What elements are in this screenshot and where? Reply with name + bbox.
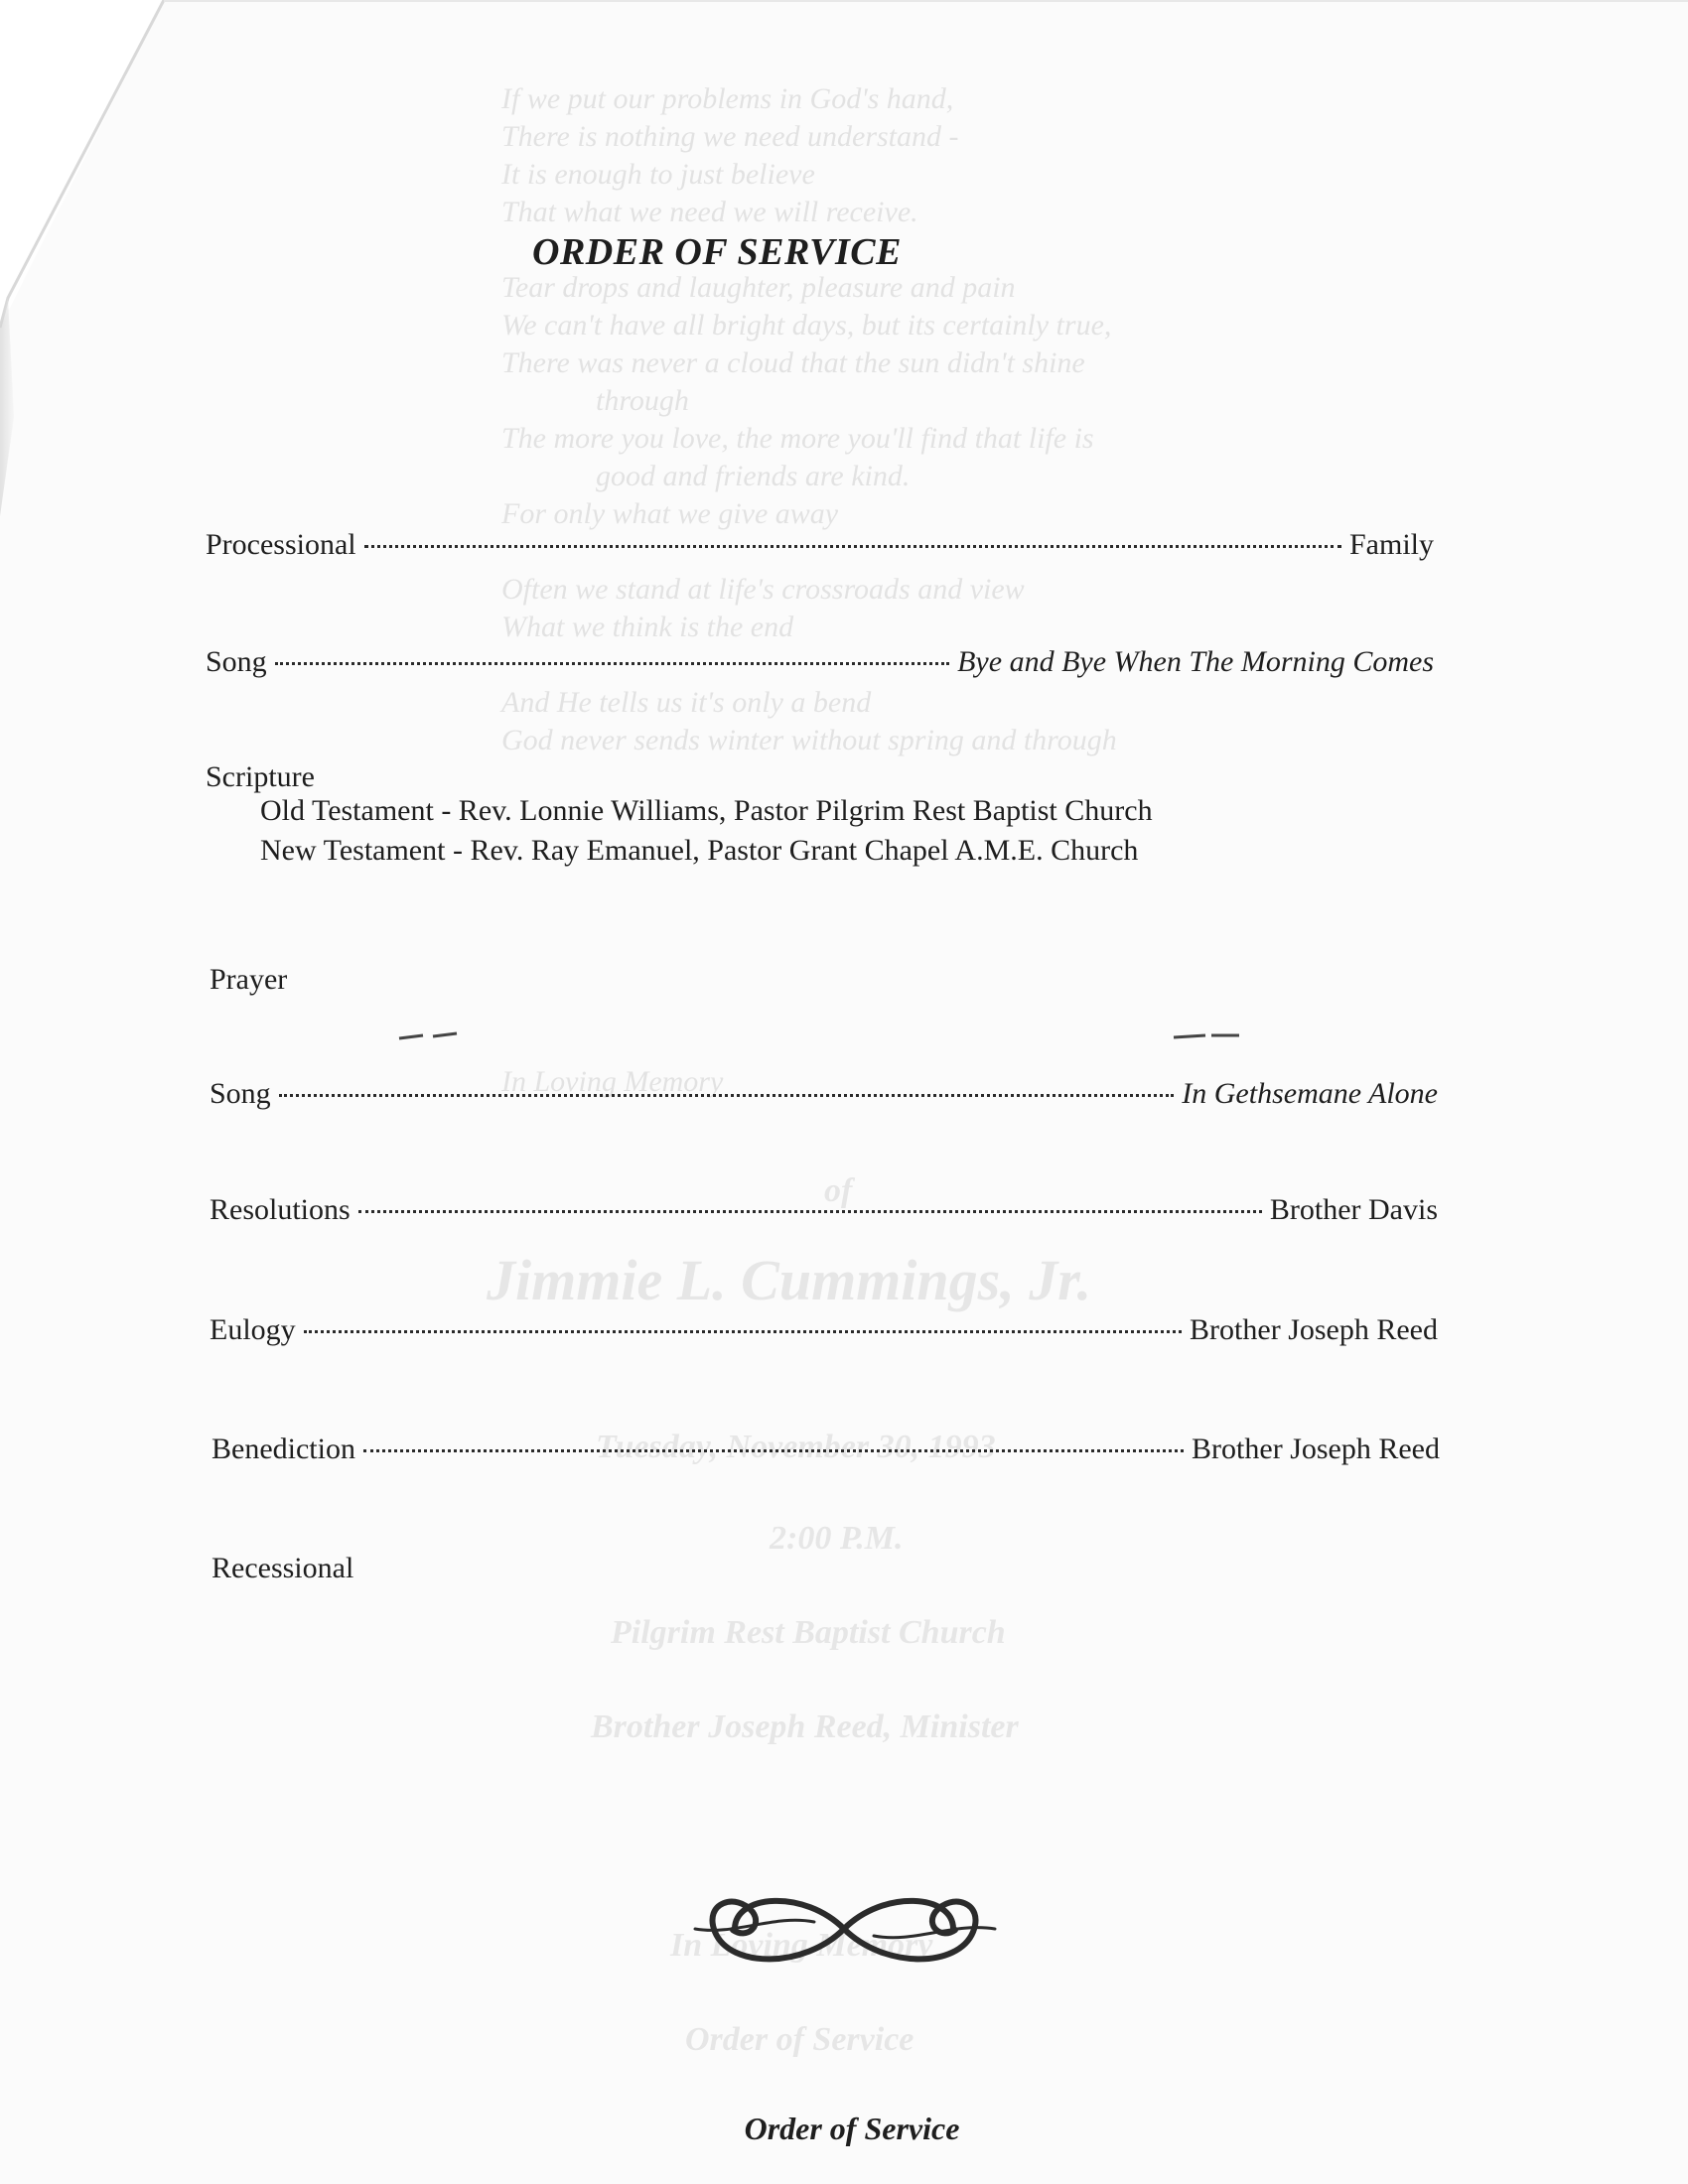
dot-leader [275, 662, 949, 665]
program-row-song [210, 1077, 1438, 1111]
row-label: Resolutions [210, 1193, 351, 1226]
dot-leader [363, 1449, 1184, 1452]
prayer-label: Prayer [210, 963, 288, 996]
dot-leader [279, 1094, 1175, 1097]
row-label: Benediction [211, 1433, 355, 1465]
row-label: Eulogy [210, 1313, 296, 1346]
program-row-resolutions [210, 1193, 1438, 1227]
program-row-eulogy [210, 1313, 1438, 1347]
bracket-mark-icon [397, 1028, 467, 1044]
scripture-heading: Scripture [206, 760, 315, 793]
program-row-benediction [211, 1433, 1440, 1466]
dot-leader [358, 1210, 1262, 1213]
scripture-reading: Old Testament - Rev. Lonnie Williams, Pastor Pilgrim Rest Baptist Church [260, 794, 1153, 827]
dot-leader [364, 545, 1341, 548]
program-row-processional [206, 528, 1434, 562]
row-label: Song [210, 1077, 271, 1110]
program-row-song [206, 645, 1434, 679]
scripture-reading: New Testament - Rev. Ray Emanuel, Pastor Grant Chapel A.M.E. Church [260, 834, 1139, 867]
row-value: Brother Joseph Reed [1192, 1433, 1440, 1465]
scanned-page: If we put our problems in God's hand, There is nothing we need understand - It is enough to just believe That what we need we will receive. Tear drops and laughter, pleasure and pain We can't have all bright days, but its certainly true, There was never a cloud that the sun didn't shine through The more you love, the more you'll find that life is good and friends are kind. For only what we give away Often we stand at life's crossroads and view What we think is the end And He tells us it's only a bend God never sends winter without spring and through In Loving Memory of Jimmie L. Cummings, Jr. Tuesday, November 30, 1993 2:00 P.M. Pilgrim Rest Baptist Church Brother Joseph Reed, Minister In Loving Memory Order of Service ORDER OF SERVICE Processional Family Song Bye and Bye When The Morning Comes Scripture Old Testament - Rev. Lonnie Williams, Pastor Pilgrim Rest Baptist Church New Testament - Rev. Ray Emanuel, Pastor Grant Chapel A.M.E. Church Prayer Song In Gethsemane Alone Resolutions Brother Davis Eulogy Brother Joseph Reed Benediction Brother Joseph Reed Recessional Order of Service [0, 0, 1688, 2184]
row-label: Song [206, 645, 267, 678]
recessional-label: Recessional [211, 1552, 354, 1584]
row-value: Brother Joseph Reed [1190, 1313, 1438, 1346]
scroll-flourish-icon [675, 1874, 1013, 1983]
row-value: In Gethsemane Alone [1182, 1077, 1438, 1110]
footer-title: Order of Service [744, 2111, 960, 2146]
page-title: ORDER OF SERVICE [532, 231, 902, 273]
row-value: Brother Davis [1269, 1193, 1438, 1226]
row-value: Family [1348, 528, 1434, 561]
bracket-mark-icon [1172, 1028, 1241, 1044]
dot-leader [304, 1330, 1182, 1333]
row-value: Bye and Bye When The Morning Comes [957, 645, 1434, 678]
row-label: Processional [206, 528, 356, 561]
